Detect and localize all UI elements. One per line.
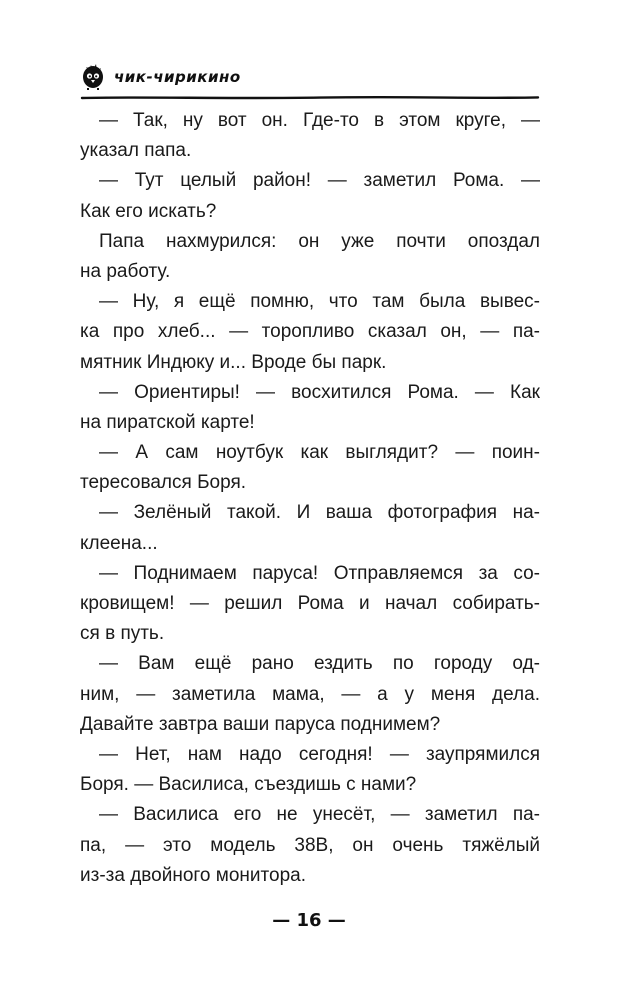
text-line: Боря. — Василиса, съездишь с нами? [80, 774, 417, 796]
text-line: — Зелёный такой. И ваша фотография на- [99, 502, 540, 524]
text-line: указал папа. [80, 140, 192, 162]
body-text [80, 106, 540, 891]
text-line: из-за двойного монитора. [80, 864, 306, 886]
text-line: кровищем! — решил Рома и начал собирать- [80, 593, 540, 614]
text-line: Давайте завтра ваши паруса поднимем? [80, 713, 441, 735]
running-header [80, 52, 540, 96]
text-line: — Ориентиры! — восхитился Рома. — Как [99, 381, 540, 403]
text-line: — Вам ещё рано ездить по городу од- [99, 653, 540, 675]
text-line: — Нет, нам надо сегодня! — заупрямился [99, 743, 540, 765]
text-line: — Так, ну вот он. Где-то в этом круге, — [99, 110, 540, 131]
text-line: — Тут целый район! — заметил Рома. — [99, 170, 540, 192]
text-line: — Василиса его не унесёт, — заметил па- [99, 804, 540, 826]
series-title: чик-чирикино [114, 68, 241, 86]
text-line: — Ну, я ещё помню, что там была вывес- [99, 291, 540, 313]
header-rule [80, 94, 540, 102]
text-line: па, — это модель 38В, он очень тяжёлый [80, 834, 540, 856]
text-line: ним, — заметила мама, — а у меня дела. [80, 683, 540, 705]
text-line: Папа нахмурился: он уже почти опоздал [99, 230, 540, 252]
text-line: — А сам ноутбук как выглядит? — поин- [99, 442, 540, 464]
text-line: Как его искать? [80, 200, 217, 222]
text-line: на работу. [80, 260, 171, 282]
bird-icon [80, 62, 106, 90]
text-line: ка про хлеб... — торопливо сказал он, — па- [80, 321, 540, 343]
text-line: ся в путь. [80, 623, 165, 645]
text-line: мятник Индюку и... Вроде бы парк. [80, 351, 387, 373]
text-line: клеена... [80, 532, 158, 554]
page-footer [0, 910, 618, 931]
text-line: тересовался Боря. [80, 472, 247, 494]
page-number: — 16 — [272, 910, 346, 931]
text-line: — Поднимаем паруса! Отправляемся за со- [99, 562, 540, 584]
text-line: на пиратской карте! [80, 411, 255, 433]
